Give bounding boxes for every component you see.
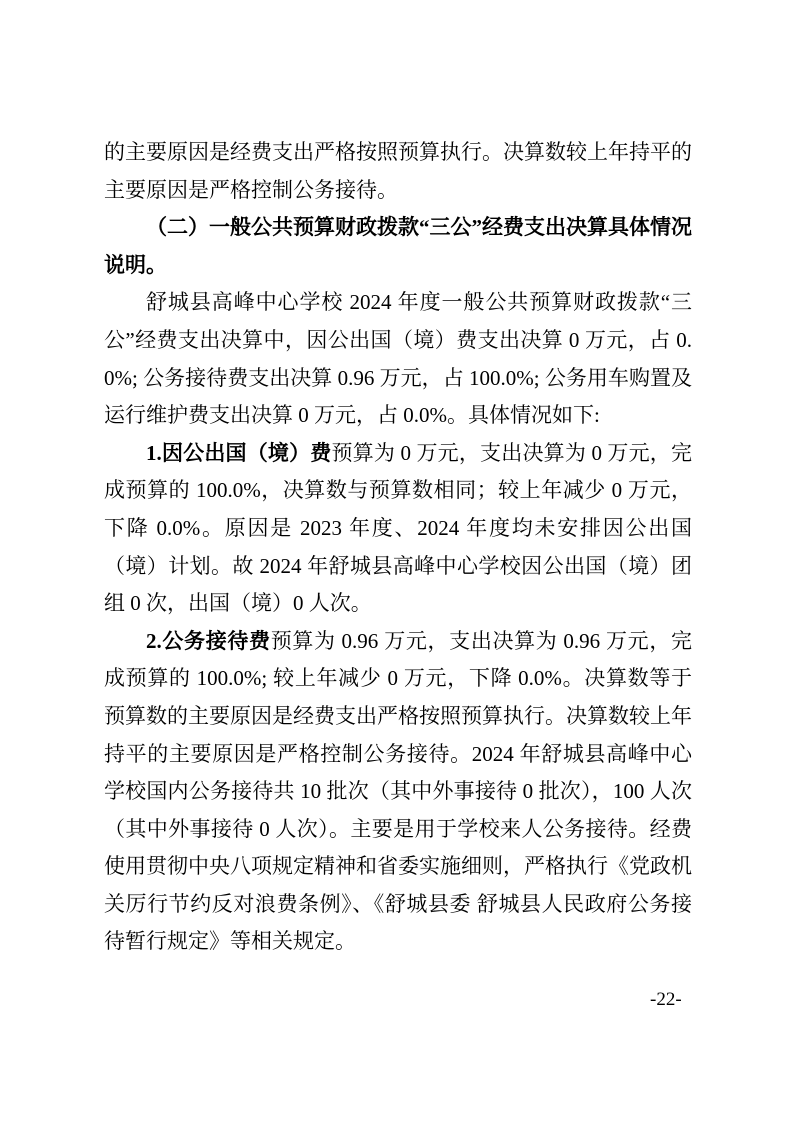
item1-lead-label: 1.因公出国（境）费 bbox=[146, 440, 332, 465]
paragraph-continuation: 的主要原因是经费支出严格按照预算执行。决算数较上年持平的主要原因是严格控制公务接待。 bbox=[104, 140, 692, 202]
item1-body-text: 预算为 0 万元，支出决算为 0 万元，完成预算的 100.0%，决算数与预算数相同；较上年减少 0 万元，下降 0.0%。原因是 2023 年度、2024 年度均未安排因公出国（境）计划。故 2024 年舒城县高峰中心学校因公出国（境）团组 0 次，出国（境）0 人次。 bbox=[104, 440, 692, 616]
paragraph-item2 bbox=[104, 623, 692, 961]
item2-lead-label: 2.公务接待费 bbox=[146, 628, 271, 653]
page-number: -22- bbox=[650, 989, 682, 1010]
paragraph-item1 bbox=[104, 435, 692, 623]
document-body bbox=[104, 134, 692, 961]
section-heading: （二）一般公共预算财政拨款“三公”经费支出决算具体情况说明。 bbox=[104, 215, 692, 277]
item2-body-text: 预算为 0.96 万元，支出决算为 0.96 万元，完成预算的 100.0%; 较上年减少 0 万元，下降 0.0%。决算数等于预算数的主要原因是经费支出严格按照预算执行。决算数较上年持平的主要原因是严格控制公务接待。2024 年舒城县高峰中心学校国内公务接待共 10 批次（其中外事接待 0 批次），100 人次（其中外事接待 0 人次）。主要是用于学校来人公务接待。经费使用贯彻中央八项规定精神和省委实施细则，严格执行《党政机关厉行节约反对浪费条例》、《舒城县委 舒城县人民政府公务接待暂行规定》等相关规定。 bbox=[104, 628, 692, 954]
paragraph-overview: 舒城县高峰中心学校 2024 年度一般公共预算财政拨款“三公”经费支出决算中，因公出国（境）费支出决算 0 万元，占 0.0%; 公务接待费支出决算 0.96 万元，占 100.0%; 公务用车购置及运行维护费支出决算 0 万元，占 0.0%。具体情况如下: bbox=[104, 290, 692, 428]
